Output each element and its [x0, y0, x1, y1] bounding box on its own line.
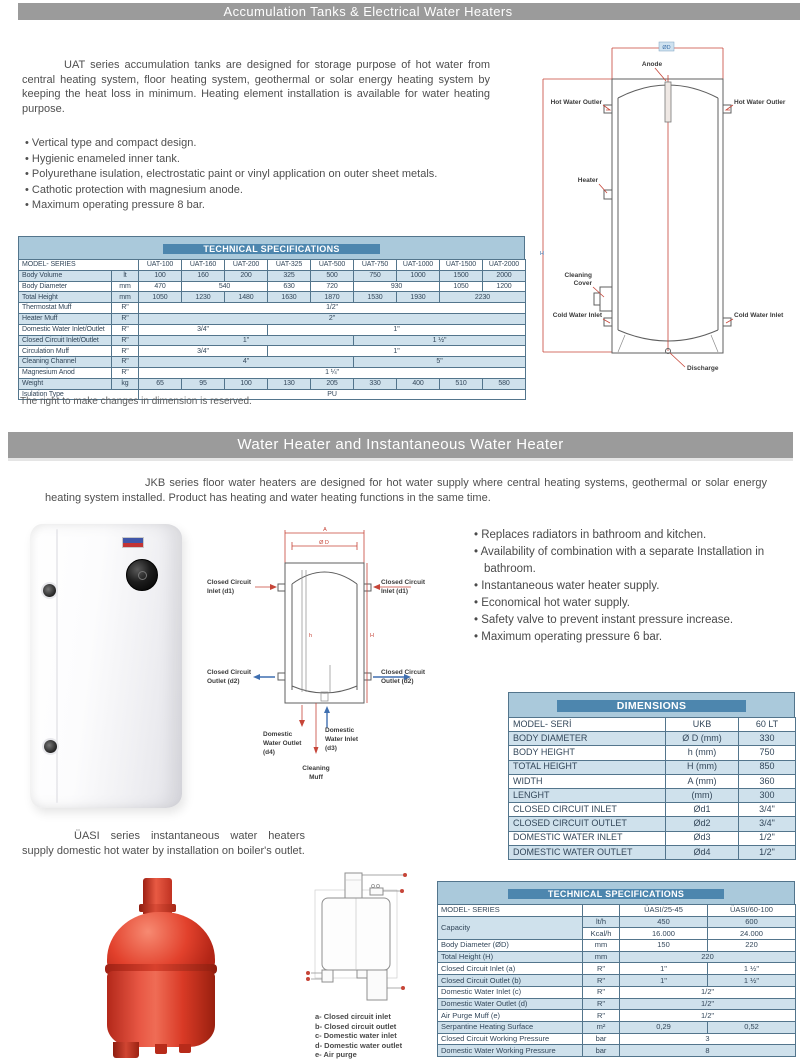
domestic-water-outlet-label-line3: (d4)	[263, 749, 275, 756]
cell: 360	[739, 774, 796, 788]
cell: ÜAT-1000	[397, 260, 440, 271]
cell: Circulation Muff	[19, 346, 112, 357]
bullet-item: • Vertical type and compact design.	[25, 136, 495, 152]
cell: 510	[440, 378, 483, 389]
cell: 540	[182, 281, 268, 292]
cell: ÜAT-2000	[483, 260, 526, 271]
data-table	[508, 717, 796, 860]
cell: mm	[112, 292, 139, 303]
schematic-legend	[315, 1012, 402, 1060]
bullet-item: • Maximum operating pressure 8 bar.	[25, 198, 495, 214]
cell: 1/2"	[620, 986, 796, 998]
bullet-item: • Safety valve to prevent instant pressure increase.	[474, 612, 796, 629]
dim-label-a: A	[323, 527, 327, 533]
hot-water-outlet-right-label: Hot Water Outler	[734, 99, 786, 106]
cell: MODEL- SERİ	[509, 718, 666, 732]
bullet-item: • Cathotic protection with magnesium anode.	[25, 183, 495, 199]
cell: 2000	[483, 270, 526, 281]
dim-label-h: h	[309, 633, 313, 639]
cell: 470	[139, 281, 182, 292]
cell: 1/2"	[620, 1010, 796, 1022]
cell: 750	[354, 270, 397, 281]
thermostat-gauge	[126, 559, 158, 591]
cell: 220	[708, 940, 796, 952]
cell: R"	[583, 963, 620, 975]
table-row	[19, 292, 526, 303]
section1-intro: UAT series accumulation tanks are designed for storage purpose of hot water from central heating system, floor heating system, geothermal or solar energy heating system by keeping the heat loss in minimum. Heating element installation is available for water heating purpose.	[22, 59, 490, 115]
table-row	[438, 905, 796, 917]
domestic-water-outlet-label-line2: Water Outlet	[263, 740, 302, 747]
cell: R"	[112, 346, 139, 357]
cell: 2230	[440, 292, 526, 303]
uat-technical-specifications-table	[18, 236, 525, 400]
cell: 1930	[397, 292, 440, 303]
cell: Domestic Water Outlet (d)	[438, 998, 583, 1010]
cell: Heater Muff	[19, 313, 112, 324]
cell: 630	[268, 281, 311, 292]
cell: Ød2	[666, 817, 739, 831]
cell: mm	[583, 940, 620, 952]
heater-body	[30, 524, 182, 808]
table-row	[19, 378, 526, 389]
cell: PU	[139, 389, 526, 400]
section2-title: Water Heater and Instantaneous Water Heater	[237, 436, 564, 453]
cell: 100	[225, 378, 268, 389]
bullet-item: • Availability of combination with a separate Installation in bathroom.	[474, 544, 796, 578]
cell: 1000	[397, 270, 440, 281]
cell: 325	[268, 270, 311, 281]
cell: 580	[483, 378, 526, 389]
heater-edge-seam	[56, 529, 58, 803]
cell: ÜAT-160	[182, 260, 225, 271]
cell: Ød3	[666, 831, 739, 845]
cell: MODEL- SERIES	[438, 905, 583, 917]
cell: UKB	[666, 718, 739, 732]
cell: 60 LT	[739, 718, 796, 732]
cell: Closed Circuit Inlet/Outlet	[19, 335, 112, 346]
cell: Closed Circuit Inlet (a)	[438, 963, 583, 975]
domestic-water-inlet-label-line1: Domestic	[325, 727, 355, 734]
dim-label-height: H	[540, 251, 544, 257]
dimensions-table	[508, 692, 795, 860]
table-row	[19, 281, 526, 292]
legend-item-d: d- Domestic water outlet	[315, 1040, 403, 1050]
bullet-item: • Replaces radiators in bathroom and kitchen.	[474, 527, 796, 544]
cell: R"	[583, 986, 620, 998]
cell: 1 ½"	[708, 963, 796, 975]
table-title-band	[437, 881, 795, 904]
table-row	[509, 746, 796, 760]
cell: Thermostat Muff	[19, 303, 112, 314]
cell: 130	[268, 378, 311, 389]
data-table	[18, 259, 526, 400]
cell	[583, 905, 620, 917]
closed-circuit-inlet-right-label-line2: Inlet (d1)	[381, 588, 409, 595]
table-row	[438, 986, 796, 998]
cell: 2"	[139, 313, 526, 324]
table-row	[19, 260, 526, 271]
table-row	[438, 1010, 796, 1022]
cell: Air Purge Muff (e)	[438, 1010, 583, 1022]
cell: TOTAL HEIGHT	[509, 760, 666, 774]
cell: (mm)	[666, 788, 739, 802]
cell: 200	[225, 270, 268, 281]
cold-water-inlet-right-label: Cold Water Inlet	[734, 312, 784, 319]
cell: ÜAT-1500	[440, 260, 483, 271]
table-title: TECHNICAL SPECIFICATIONS	[508, 889, 724, 899]
cell: 400	[397, 378, 440, 389]
table-row	[19, 367, 526, 378]
cell: bar	[583, 1045, 620, 1057]
cell: 720	[311, 281, 354, 292]
table-row	[509, 732, 796, 746]
cell: mm	[112, 281, 139, 292]
table-row	[509, 774, 796, 788]
cell: 600	[708, 916, 796, 928]
dim-label-diameter: ØD	[662, 45, 671, 51]
cell: 500	[311, 270, 354, 281]
cell: 930	[354, 281, 440, 292]
table-row	[19, 303, 526, 314]
section2-header-bar	[8, 432, 793, 458]
table-row	[19, 335, 526, 346]
cell: 0,52	[708, 1021, 796, 1033]
side-fitting-bottom	[44, 740, 57, 753]
table-row	[509, 760, 796, 774]
table-row	[438, 951, 796, 963]
cell: Cleaning Channel	[19, 357, 112, 368]
cell: 1"	[139, 335, 354, 346]
table-row	[19, 324, 526, 335]
section2-bullet-list	[474, 527, 796, 646]
cleaning-muff-label-line2: Muff	[309, 774, 323, 781]
cell: Closed Circuit Outlet (b)	[438, 975, 583, 987]
cell: BODY HEIGHT	[509, 746, 666, 760]
table-title-band	[508, 692, 795, 717]
side-fitting-top	[43, 584, 56, 597]
cell: 1"	[268, 324, 526, 335]
cell: A (mm)	[666, 774, 739, 788]
accumulation-tank-diagram	[540, 30, 800, 385]
bullet-item: • Maximum operating pressure 6 bar.	[474, 629, 796, 646]
cell: Kcal/h	[583, 928, 620, 940]
section1-bullet-list	[25, 136, 495, 214]
table-row	[509, 845, 796, 859]
brand-logo	[122, 537, 144, 548]
cell: R"	[583, 975, 620, 987]
cell: BODY DIAMETER	[509, 732, 666, 746]
cell: CLOSED CIRCUIT INLET	[509, 803, 666, 817]
cell: 1"	[620, 975, 708, 987]
cell: R"	[112, 324, 139, 335]
cell: 1 ½"	[708, 975, 796, 987]
cell: 3/4"	[739, 817, 796, 831]
section1-header-bar	[18, 3, 800, 20]
bullet-item: • Hygienic enameled inner tank.	[25, 152, 495, 168]
closed-circuit-outlet-left-label-line2: Outlet (d2)	[207, 678, 240, 685]
hot-water-outlet-left-label: Hot Water Outler	[550, 99, 602, 106]
table-row	[509, 803, 796, 817]
cell: 1/2"	[739, 831, 796, 845]
cell: DOMESTIC WATER INLET	[509, 831, 666, 845]
cell: 3	[620, 1033, 796, 1045]
cell: 3/4"	[739, 803, 796, 817]
cell: R"	[112, 313, 139, 324]
cell: Closed Circuit Working Pressure	[438, 1033, 583, 1045]
legend-item-c: c- Domestic water inlet	[315, 1031, 397, 1041]
cell: ÜAT-750	[354, 260, 397, 271]
closed-circuit-outlet-right-label-line2: Outlet (d2)	[381, 678, 414, 685]
cell: R"	[112, 357, 139, 368]
cell: ÜASI/25-45	[620, 905, 708, 917]
cell: R"	[112, 335, 139, 346]
cell: 4"	[139, 357, 354, 368]
heater-body	[107, 971, 215, 1047]
red-instantaneous-heater-photo	[105, 876, 220, 1058]
cell: 330	[739, 732, 796, 746]
domestic-water-outlet-label-line1: Domestic	[263, 731, 293, 738]
table-row	[438, 998, 796, 1010]
cell: 3/4"	[139, 346, 268, 357]
cell: 160	[182, 270, 225, 281]
table-title: DIMENSIONS	[557, 700, 747, 712]
cell: ÜASI/60-100	[708, 905, 796, 917]
table-row	[438, 963, 796, 975]
table-row	[438, 1033, 796, 1045]
bottom-stub-middle	[155, 1044, 167, 1054]
cell: Weight	[19, 378, 112, 389]
cell: 330	[354, 378, 397, 389]
legend-item-b: b- Closed circuit outlet	[315, 1021, 397, 1031]
cell: Body Volume	[19, 270, 112, 281]
cell: ÜAT-200	[225, 260, 268, 271]
cell: 1230	[182, 292, 225, 303]
section2-intro: JKB series floor water heaters are designed for hot water supply where central heating systems, geothermal or solar energy heating system installed. Product has heating and water heating functions in the same time.	[45, 477, 767, 504]
cleaning-cover-label-line2: Cover	[573, 280, 592, 287]
cleaning-cover-label-line1: Cleaning	[564, 272, 592, 279]
cell: 1"	[268, 346, 526, 357]
table-row	[509, 831, 796, 845]
cell: R"	[583, 1010, 620, 1022]
uasi-intro: ÜASI series instantaneous water heaters supply domestic hot water by installation on boiler's outlet.	[22, 830, 305, 857]
cell: Domestic Water Inlet/Outlet	[19, 324, 112, 335]
cell: kg	[112, 378, 139, 389]
cell: lt	[112, 270, 139, 281]
cell: R"	[583, 998, 620, 1010]
uasi-technical-specifications-table	[437, 881, 795, 1057]
table-row	[438, 940, 796, 952]
cell: h (mm)	[666, 746, 739, 760]
cell: CLOSED CIRCUIT OUTLET	[509, 817, 666, 831]
table-row	[438, 916, 796, 928]
cell: 150	[620, 940, 708, 952]
cell: 1630	[268, 292, 311, 303]
cell: 220	[620, 951, 796, 963]
cell: 100	[139, 270, 182, 281]
jkb-heater-diagram	[195, 520, 475, 810]
cell: 1/2"	[739, 845, 796, 859]
closed-circuit-inlet-right-label-line1: Closed Circuit	[381, 579, 426, 586]
table-row	[438, 975, 796, 987]
table-row	[509, 718, 796, 732]
cell: Serpantine Heating Surface	[438, 1021, 583, 1033]
table-row	[19, 346, 526, 357]
data-table	[437, 904, 796, 1057]
cell: 1/2"	[620, 998, 796, 1010]
cell: R"	[112, 367, 139, 378]
table-title: TECHNICAL SPECIFICATIONS	[163, 244, 379, 254]
cell: DOMESTIC WATER OUTLET	[509, 845, 666, 859]
closed-circuit-inlet-left-label-line2: Inlet (d1)	[207, 588, 235, 595]
cell: 1200	[483, 281, 526, 292]
cell: Total Height (H)	[438, 951, 583, 963]
closed-circuit-inlet-left-label-line1: Closed Circuit	[207, 579, 252, 586]
table-row	[19, 357, 526, 368]
table-footnote: The right to make changes in dimension is reserved.	[20, 396, 252, 407]
cell: 16.000	[620, 928, 708, 940]
cell: Isulation Type	[19, 389, 139, 400]
cleaning-muff-label-line1: Cleaning	[302, 765, 330, 772]
cell: Ød1	[666, 803, 739, 817]
anode-label: Anode	[641, 61, 663, 68]
table-row	[438, 1021, 796, 1033]
cell: 1/2"	[139, 303, 526, 314]
cell: 1870	[311, 292, 354, 303]
discharge-label: Discharge	[687, 365, 719, 372]
cell: 1500	[440, 270, 483, 281]
cell: bar	[583, 1033, 620, 1045]
cell: 3/4"	[139, 324, 268, 335]
cell: Magnesium Anod	[19, 367, 112, 378]
cell: Ø D (mm)	[666, 732, 739, 746]
cell: 1 ½"	[354, 335, 526, 346]
cell: Capacity	[438, 916, 583, 939]
cell: 1050	[139, 292, 182, 303]
table-row	[438, 1045, 796, 1057]
cell: 1050	[440, 281, 483, 292]
table-row	[509, 788, 796, 802]
cell: H (mm)	[666, 760, 739, 774]
cell: Body Diameter	[19, 281, 112, 292]
table-row	[19, 270, 526, 281]
dim-label-d: Ø D	[319, 540, 329, 546]
cell: 24.000	[708, 928, 796, 940]
legend-item-a: a- Closed circuit inlet	[315, 1012, 391, 1021]
cell: MODEL- SERIES	[19, 260, 139, 271]
white-water-heater-photo	[30, 524, 182, 808]
heater-cap	[107, 912, 215, 968]
dim-label-H: H	[370, 633, 374, 639]
table-row	[19, 313, 526, 324]
bottom-stub-right	[179, 1044, 191, 1053]
cell: WIDTH	[509, 774, 666, 788]
cell: LENGHT	[509, 788, 666, 802]
cell: ÜAT-325	[268, 260, 311, 271]
cell: 1480	[225, 292, 268, 303]
cold-water-inlet-left-label: Cold Water Inlet	[552, 312, 602, 319]
cell: R"	[112, 303, 139, 314]
cell: 300	[739, 788, 796, 802]
cell: 205	[311, 378, 354, 389]
cell: 8	[620, 1045, 796, 1057]
cell: 5"	[354, 357, 526, 368]
cell: 65	[139, 378, 182, 389]
heater-label: Heater	[577, 177, 598, 184]
cell: 1"	[620, 963, 708, 975]
instantaneous-heater-schematic	[293, 862, 443, 1012]
cell: Domestic Water Inlet (c)	[438, 986, 583, 998]
section1-title: Accumulation Tanks & Electrical Water Heaters	[223, 4, 513, 19]
bullet-item: • Economical hot water supply.	[474, 595, 796, 612]
domestic-water-inlet-label-line3: (d3)	[325, 745, 337, 752]
cell: ÜAT-100	[139, 260, 182, 271]
closed-circuit-outlet-left-label-line1: Closed Circuit	[207, 669, 252, 676]
bottom-pipe-left	[113, 1042, 139, 1058]
cell: ÜAT-500	[311, 260, 354, 271]
table-title-band	[18, 236, 525, 259]
legend-item-e: e- Air purge	[315, 1050, 357, 1060]
cell: 95	[182, 378, 225, 389]
bullet-item: • Polyurethane isulation, electrostatic paint or vinyl application on outer sheet metals.	[25, 167, 495, 183]
cell: 750	[739, 746, 796, 760]
cell: 1 ¼"	[139, 367, 526, 378]
cell: Total Height	[19, 292, 112, 303]
closed-circuit-outlet-right-label-line1: Closed Circuit	[381, 669, 426, 676]
cell: Domestic Water Working Pressure	[438, 1045, 583, 1057]
cell: 0,29	[620, 1021, 708, 1033]
pipe-flange	[139, 904, 176, 912]
cell: m²	[583, 1021, 620, 1033]
cell: 450	[620, 916, 708, 928]
cell: lt/h	[583, 916, 620, 928]
cell: mm	[583, 951, 620, 963]
cell: 850	[739, 760, 796, 774]
cell: Ød4	[666, 845, 739, 859]
cell: Body Diameter (ØD)	[438, 940, 583, 952]
table-row	[509, 817, 796, 831]
cell: 1530	[354, 292, 397, 303]
domestic-water-inlet-label-line2: Water Inlet	[325, 736, 358, 743]
bullet-item: • Instantaneous water heater supply.	[474, 578, 796, 595]
